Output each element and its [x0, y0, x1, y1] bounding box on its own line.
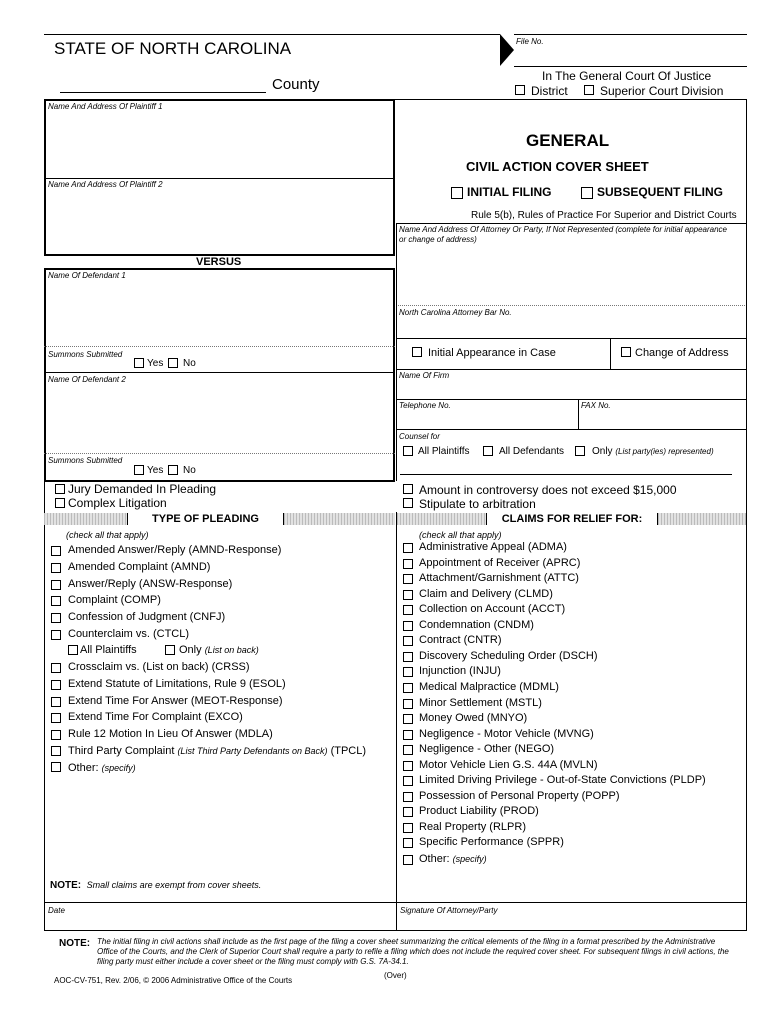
state-title: STATE OF NORTH CAROLINA	[54, 39, 292, 58]
attorney-label: Name And Address Of Attorney Or Party, If Not Represented (complete for initial appearance or change of address)	[399, 225, 728, 244]
pleading-sub-only-label: Only (List on back)	[179, 644, 259, 656]
pleading-item-checkbox[interactable]	[51, 697, 61, 707]
claim-item-checkbox[interactable]	[403, 823, 413, 833]
summons2-yes-label: Yes	[147, 465, 164, 476]
summons2-no-checkbox[interactable]	[168, 465, 178, 475]
amount-checkbox[interactable]	[403, 484, 413, 494]
form-subtitle: CIVIL ACTION COVER SHEET	[466, 159, 649, 174]
pleading-item-checkbox[interactable]	[51, 546, 61, 556]
claim-item-label: Attachment/Garnishment (ATTC)	[419, 572, 579, 585]
counsel-all-plaintiffs-checkbox[interactable]	[403, 446, 413, 456]
change-address-checkbox[interactable]	[621, 347, 631, 357]
defendant2-label: Name Of Defendant 2	[48, 375, 126, 384]
summons1-no-label: No	[183, 358, 196, 369]
claim-item-checkbox[interactable]	[403, 559, 413, 569]
amount-label: Amount in controversy does not exceed $15,000	[419, 483, 677, 497]
claim-item-checkbox[interactable]	[403, 574, 413, 584]
pleading-item-checkbox[interactable]	[51, 580, 61, 590]
pleading-item-checkbox[interactable]	[51, 613, 61, 623]
claim-item-label: Minor Settlement (MSTL)	[419, 696, 542, 709]
complex-label: Complex Litigation	[68, 496, 167, 510]
footer-note-label: NOTE:	[59, 938, 91, 949]
claim-item-checkbox[interactable]	[403, 636, 413, 646]
pleading-header: TYPE OF PLEADING	[127, 513, 284, 525]
superior-label: Superior Court Division	[600, 84, 724, 98]
initial-appearance-checkbox[interactable]	[412, 347, 422, 357]
form-id: AOC-CV-751, Rev. 2/06, © 2006 Administrative Office of the Courts	[54, 976, 293, 985]
pleading-third-party-label: Third Party Complaint (List Third Party Defendants on Back) (TPCL)	[68, 745, 367, 757]
claim-item-label: Possession of Personal Property (POPP)	[419, 789, 620, 802]
county-field-line	[60, 92, 266, 93]
rule-text: Rule 5(b), Rules of Practice For Superior and District Courts	[471, 210, 737, 221]
initial-filing-checkbox[interactable]	[451, 187, 463, 199]
claim-item-checkbox[interactable]	[403, 838, 413, 848]
signature-label: Signature Of Attorney/Party	[400, 906, 498, 915]
district-checkbox[interactable]	[515, 85, 525, 95]
claim-item-label: Injunction (INJU)	[419, 665, 501, 678]
claim-item-checkbox[interactable]	[403, 590, 413, 600]
change-address-label: Change of Address	[635, 347, 729, 359]
pleading-item-checkbox[interactable]	[51, 713, 61, 723]
claim-item-label: Administrative Appeal (ADMA)	[419, 541, 567, 553]
claim-item-checkbox[interactable]	[403, 745, 413, 755]
subsequent-filing-checkbox[interactable]	[581, 187, 593, 199]
pleading-item-label: Counterclaim vs. (CTCL)	[68, 628, 190, 640]
claim-item-label: Collection on Account (ACCT)	[419, 603, 566, 616]
subsequent-filing-label: SUBSEQUENT FILING	[597, 185, 724, 199]
fax-label: FAX No.	[581, 401, 611, 410]
claim-item-checkbox[interactable]	[403, 714, 413, 724]
pleading-other-label: Other: (specify)	[68, 762, 136, 774]
claim-item-checkbox[interactable]	[403, 652, 413, 662]
jury-label: Jury Demanded In Pleading	[68, 482, 217, 496]
pleading-item-checkbox[interactable]	[51, 680, 61, 690]
pleading-other-checkbox[interactable]	[51, 762, 61, 772]
pleading-sub-all-plaintiffs-label: All Plaintiffs	[80, 644, 137, 656]
claim-item-label: Contract (CNTR)	[419, 634, 502, 647]
summons1-yes-checkbox[interactable]	[134, 358, 144, 368]
plaintiff1-label: Name And Address Of Plaintiff 1	[48, 102, 163, 111]
county-label: County	[272, 76, 320, 93]
pleading-item-label: Extend Statute of Limitations, Rule 9 (ESOL)	[68, 677, 286, 690]
claim-item-label: Product Liability (PROD)	[419, 805, 539, 818]
summons2-no-label: No	[183, 465, 196, 476]
claim-item-label: Negligence - Motor Vehicle (MVNG)	[419, 727, 594, 740]
claim-item-label: Condemnation (CNDM)	[419, 618, 534, 631]
claim-item-checkbox[interactable]	[403, 543, 413, 553]
file-no-label: File No.	[516, 37, 544, 46]
versus-label: VERSUS	[196, 256, 242, 268]
jury-checkbox[interactable]	[55, 484, 65, 494]
superior-checkbox[interactable]	[584, 85, 594, 95]
claim-item-label: Specific Performance (SPPR)	[419, 836, 564, 849]
pleading-check-note: (check all that apply)	[66, 530, 149, 540]
pleading-item-checkbox[interactable]	[51, 630, 61, 640]
counsel-only-label: Only (List party(ies) represented)	[592, 446, 714, 457]
claim-item-label: Negligence - Other (NEGO)	[419, 743, 555, 756]
bar-no-label: North Carolina Attorney Bar No.	[399, 308, 512, 317]
telephone-label: Telephone No.	[399, 401, 451, 410]
pleading-item-label: Rule 12 Motion In Lieu Of Answer (MDLA)	[68, 728, 273, 741]
pleading-sub-only-checkbox[interactable]	[165, 645, 175, 655]
firm-label: Name Of Firm	[399, 371, 450, 380]
claim-item-checkbox[interactable]	[403, 699, 413, 709]
pleading-item-checkbox[interactable]	[51, 663, 61, 673]
claim-item-label: Limited Driving Privilege - Out-of-State Convictions (PLDP)	[419, 774, 706, 787]
date-label: Date	[48, 906, 65, 915]
district-label: District	[531, 84, 568, 98]
counsel-all-defendants-label: All Defendants	[499, 446, 565, 457]
claim-item-checkbox[interactable]	[403, 807, 413, 817]
summons1-no-checkbox[interactable]	[168, 358, 178, 368]
pleading-item-label: Complaint (COMP)	[68, 594, 161, 607]
claim-item-checkbox[interactable]	[403, 792, 413, 802]
claim-item-checkbox[interactable]	[403, 667, 413, 677]
counsel-label: Counsel for	[399, 432, 440, 441]
pleading-item-label: Answer/Reply (ANSW-Response)	[68, 577, 233, 590]
claim-item-checkbox[interactable]	[403, 621, 413, 631]
summons2-label: Summons Submitted	[48, 456, 123, 465]
pleading-sub-all-plaintiffs-checkbox[interactable]	[68, 645, 78, 655]
claims-check-note: (check all that apply)	[419, 530, 502, 540]
defendant1-label: Name Of Defendant 1	[48, 271, 126, 280]
counsel-only-checkbox[interactable]	[575, 446, 585, 456]
pleading-item-label: Extend Time For Complaint (EXCO)	[68, 711, 243, 724]
claim-item-label: Money Owed (MNYO)	[419, 712, 528, 725]
claim-item-label: Appointment of Receiver (APRC)	[419, 556, 581, 569]
claim-item-checkbox[interactable]	[403, 605, 413, 615]
claim-item-checkbox[interactable]	[403, 683, 413, 693]
stipulate-checkbox[interactable]	[403, 498, 413, 508]
pleading-item-label: Confession of Judgment (CNFJ)	[68, 611, 226, 624]
pleading-item-checkbox[interactable]	[51, 563, 61, 573]
counsel-all-defendants-checkbox[interactable]	[483, 446, 493, 456]
pleading-third-party-checkbox[interactable]	[51, 746, 61, 756]
initial-filing-label: INITIAL FILING	[467, 185, 552, 199]
pleading-note: NOTE: Small claims are exempt from cover sheets.	[50, 880, 262, 891]
claims-other-checkbox[interactable]	[403, 855, 413, 865]
claim-item-checkbox[interactable]	[403, 761, 413, 771]
pleading-item-label: Extend Time For Answer (MEOT-Response)	[68, 694, 283, 707]
claim-item-label: Medical Malpractice (MDML)	[419, 680, 559, 693]
summons1-label: Summons Submitted	[48, 350, 123, 359]
summons2-yes-checkbox[interactable]	[134, 465, 144, 475]
over-label: (Over)	[384, 971, 407, 980]
footer-note: The initial filing in civil actions shall include as the first page of the filing a cover sheet summarizing the critical elements of the filing in a format prescribed by the Administrative Office of the Courts, and the Clerk of Superior Court shall require a party to refile a filing which does not include the required cover sheet. For subsequent filings in civil actions, the filing party must either include a cover sheet or the filing must comply with G.S. 7A-34.1.	[97, 937, 729, 966]
complex-checkbox[interactable]	[55, 498, 65, 508]
pleading-item-checkbox[interactable]	[51, 596, 61, 606]
pleading-item-checkbox[interactable]	[51, 730, 61, 740]
initial-appearance-label: Initial Appearance in Case	[428, 347, 556, 359]
counsel-all-plaintiffs-label: All Plaintiffs	[418, 446, 470, 457]
claim-item-label: Motor Vehicle Lien G.S. 44A (MVLN)	[419, 758, 598, 771]
summons1-yes-label: Yes	[147, 358, 164, 369]
claims-header: CLAIMS FOR RELIEF FOR:	[486, 513, 658, 525]
claims-other-label: Other: (specify)	[419, 853, 487, 865]
claim-item-checkbox[interactable]	[403, 730, 413, 740]
stipulate-label: Stipulate to arbitration	[419, 497, 536, 511]
file-no-arrow-icon	[500, 34, 514, 66]
claim-item-checkbox[interactable]	[403, 776, 413, 786]
claim-item-label: Real Property (RLPR)	[419, 820, 526, 833]
form-title: GENERAL	[526, 131, 610, 150]
claim-item-label: Claim and Delivery (CLMD)	[419, 587, 553, 600]
pleading-item-label: Crossclaim vs. (List on back) (CRSS)	[68, 661, 250, 673]
pleading-item-label: Amended Answer/Reply (AMND-Response)	[68, 544, 282, 556]
pleading-item-label: Amended Complaint (AMND)	[68, 560, 211, 573]
plaintiff2-label: Name And Address Of Plaintiff 2	[48, 180, 163, 189]
claim-item-label: Discovery Scheduling Order (DSCH)	[419, 649, 598, 662]
court-label: In The General Court Of Justice	[542, 69, 712, 83]
